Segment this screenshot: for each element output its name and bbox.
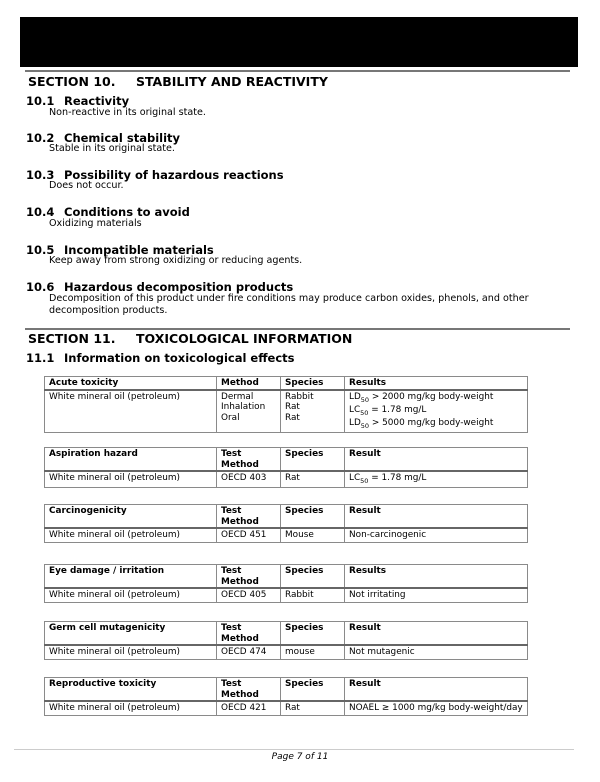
section-divider	[25, 70, 570, 72]
section-divider	[25, 328, 570, 330]
subsection-10-5-text: Keep away from strong oxidizing or reducing agents.	[49, 255, 303, 266]
table-row: White mineral oil (petroleum) Dermal Inhalation Oral Rabbit Rat Rat $LD_{50} > 2000$ mg/kg body-weight $LC_{50} = 1.78$ mg/L $LD_{50} > 5000$ mg/kg body-weight	[45, 390, 528, 433]
result-value: $LD_{50} > 5000$ mg/kg body-weight	[349, 418, 494, 430]
subsection-10-4-text: Oxidizing materials	[49, 218, 142, 229]
germ-cell-mutagenicity-table	[44, 621, 528, 660]
table-row: White mineral oil (petroleum) OECD 405 Rabbit Not irritating	[45, 588, 528, 602]
redacted-header-bar	[20, 17, 578, 67]
eye-damage-table	[44, 564, 528, 603]
subsection-10-6-text: Decomposition of this product under fire conditions may produce carbon oxides, phenols, and other decomposition products.	[49, 293, 529, 316]
reproductive-toxicity-table	[44, 677, 528, 716]
section-10-heading	[28, 74, 328, 89]
section-11-heading	[28, 331, 352, 346]
section-number: SECTION 10.	[28, 74, 116, 89]
result-value: $LD_{50} > 2000$ mg/kg body-weight	[349, 391, 494, 404]
result-value: $LC_{50} = 1.78$ mg/L	[345, 471, 528, 488]
subsection-10-1-title: 10.1 Reactivity	[26, 94, 130, 108]
carcinogenicity-table	[44, 504, 528, 543]
subsection-10-2-text: Stable in its original state.	[49, 143, 175, 154]
footer-divider	[14, 749, 574, 750]
subsection-11-1-title: 11.1 Information on toxicological effects	[26, 351, 295, 365]
table-header-row: Reproductive toxicity Test Method Species Result	[45, 678, 528, 702]
table-header-row: Carcinogenicity Test Method Species Result	[45, 505, 528, 529]
table-header-row: Germ cell mutagenicity Test Method Species Result	[45, 622, 528, 646]
table-row: White mineral oil (petroleum) OECD 403 Rat $LC_{50} = 1.78$ mg/L	[45, 471, 528, 488]
subsection-10-3-title: 10.3 Possibility of hazardous reactions	[26, 168, 284, 182]
table-header-row: Eye damage / irritation Test Method Species Results	[45, 565, 528, 589]
section-title: STABILITY AND REACTIVITY	[136, 74, 328, 89]
table-row: White mineral oil (petroleum) OECD 451 Mouse Non-carcinogenic	[45, 528, 528, 542]
subsection-10-2-title: 10.2 Chemical stability	[26, 131, 181, 145]
aspiration-hazard-table	[44, 447, 528, 488]
page-number: Page 7 of 11	[271, 752, 329, 762]
table-row: White mineral oil (petroleum) OECD 421 Rat NOAEL ≥ 1000 mg/kg body-weight/day	[45, 701, 528, 715]
table-header-row: Aspiration hazard Test Method Species Result	[45, 448, 528, 472]
subsection-10-1-text: Non-reactive in its original state.	[49, 107, 206, 118]
result-value: $LC_{50} = 1.78$ mg/L	[349, 404, 427, 417]
subsection-10-6-title: 10.6 Hazardous decomposition products	[26, 280, 294, 294]
subsection-10-4-title: 10.4 Conditions to avoid	[26, 205, 190, 219]
subsection-10-3-text: Does not occur.	[49, 180, 124, 191]
acute-toxicity-table	[44, 376, 528, 433]
table-header-row: Acute toxicity Method Species Results	[45, 377, 528, 390]
section-number: SECTION 11.	[28, 331, 116, 346]
subsection-10-5-title: 10.5 Incompatible materials	[26, 243, 214, 257]
section-title: TOXICOLOGICAL INFORMATION	[136, 331, 353, 346]
table-row: White mineral oil (petroleum) OECD 474 mouse Not mutagenic	[45, 645, 528, 659]
